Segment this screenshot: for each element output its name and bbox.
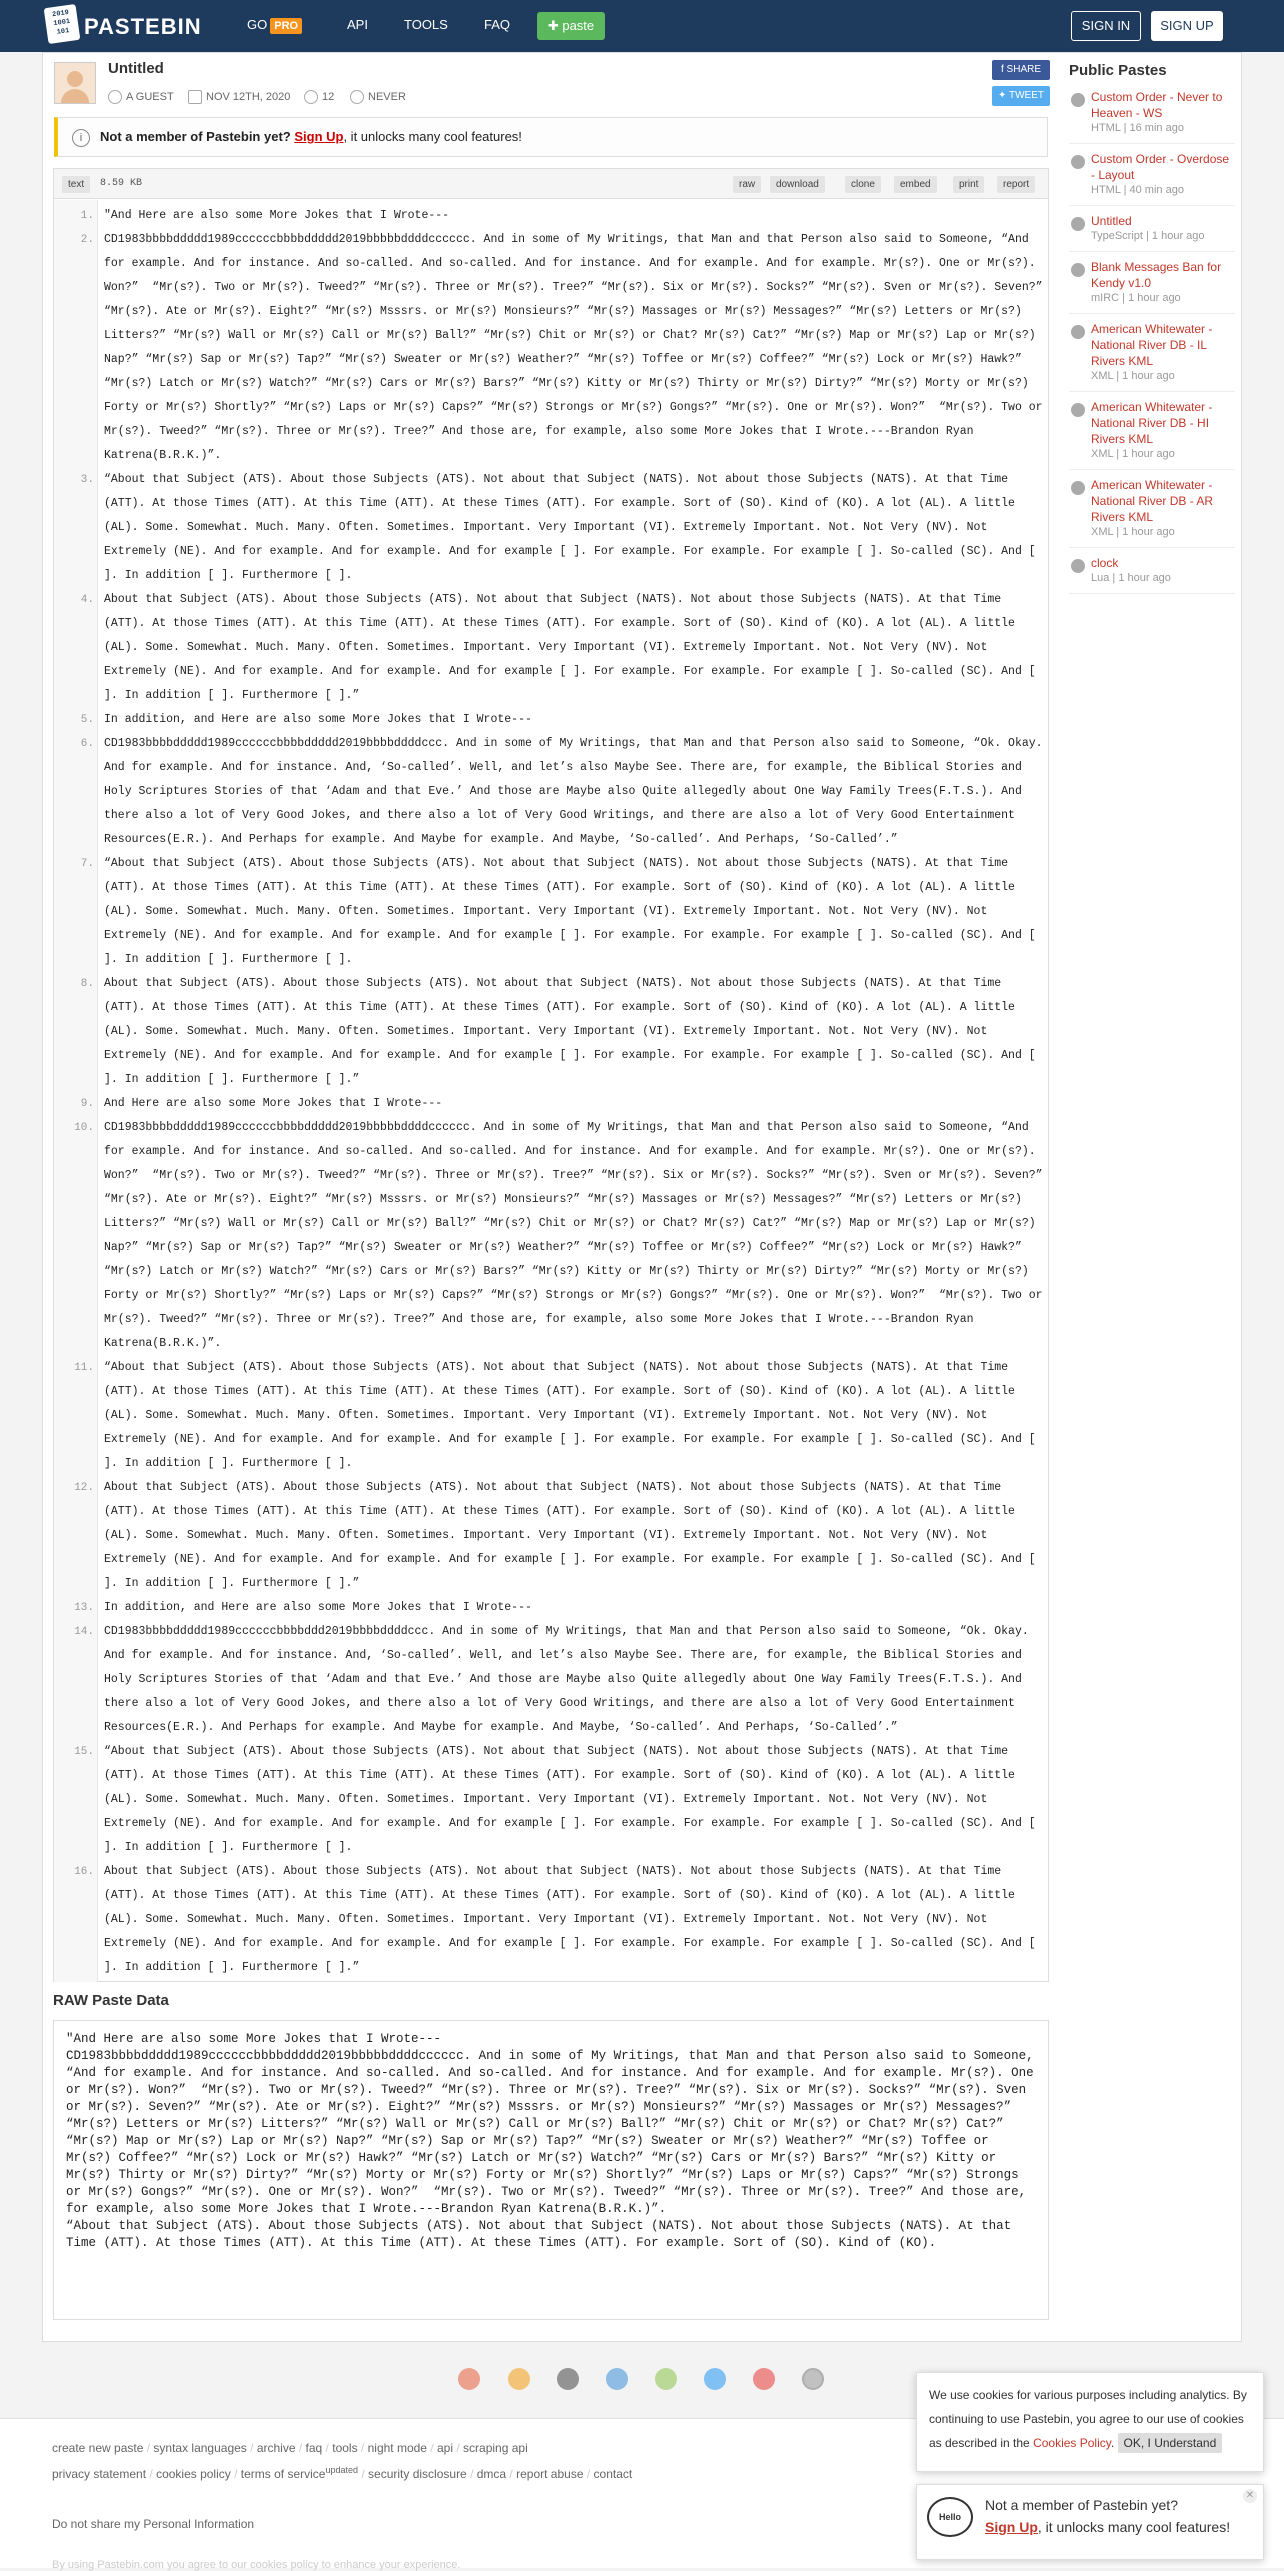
paste-item-meta: XML | 1 hour ago [1091, 526, 1175, 538]
facebook-share-button[interactable] [992, 60, 1050, 80]
calendar-icon [188, 90, 202, 104]
paste-item-title[interactable]: clock [1091, 556, 1119, 570]
line-number: 7. [80, 858, 94, 870]
plus-icon: ✚ [547, 18, 563, 33]
signup-notice [54, 117, 1048, 157]
share-label: SHARE [1006, 64, 1041, 75]
separator: / [583, 2467, 594, 2481]
logo[interactable]: 2019 1001 101 [44, 4, 81, 44]
line-number: 1. [80, 210, 94, 222]
separator: / [246, 2441, 257, 2455]
code-line: “About that Subject (ATS). About those Subjects (ATS). Not about that Subject (NATS). Not about those Subjects (NATS). At that Time (ATT). At those Times (ATT). At this Time (ATT). At these Times (ATT). For example. Sort of (SO). Kind of (KO). A lot (AL). A little (AL). Some. Somewhat. Much. Many. Often. Sometimes. Important. Very Important (VI). Extremely Important. Not. Not Very (NV). Not Extremely (NE). And for example. And for example. And for example [ ]. For example. For example. For example [ ]. So-called (SC). And [ ]. In addition [ ]. Furthermore [ ]. [104, 1745, 1043, 1854]
linux-icon[interactable] [802, 2368, 824, 2390]
code-line: About that Subject (ATS). About those Subjects (ATS). Not about that Subject (NATS). Not about those Subjects (NATS). At that Time (ATT). At those Times (ATT). At this Time (ATT). At these Times (ATT). For example. Sort of (SO). Kind of (KO). A lot (AL). A little (AL). Some. Somewhat. Much. Many. Often. Sometimes. Important. Very Important (VI). Extremely Important. Not. Not Very (NV). Not Extremely (NE). And for example. And for example. And for example [ ]. For example. For example. For example [ ]. So-called (SC). And [ ]. In addition [ ]. Furthermore [ ].” [104, 977, 1043, 1086]
nav-go[interactable] [247, 17, 302, 32]
signup-popup [916, 2484, 1264, 2560]
line-number: 3. [80, 474, 94, 486]
public-pastes-sidebar [1069, 62, 1235, 601]
footer-links-row-2 [52, 2465, 632, 2481]
public-paste-item[interactable] [1069, 399, 1235, 470]
cookie-ok-button[interactable]: OK, I Understand [1118, 2433, 1223, 2453]
globe-icon [1071, 481, 1085, 495]
date-meta [188, 90, 290, 104]
line-number: 8. [80, 978, 94, 990]
report-button[interactable]: report [997, 176, 1035, 193]
author-name[interactable]: A GUEST [126, 90, 174, 103]
clone-button[interactable]: clone [845, 176, 881, 193]
public-paste-item[interactable] [1069, 477, 1235, 548]
public-paste-item[interactable] [1069, 89, 1235, 144]
paste-size: 8.59 KB [100, 178, 143, 189]
line-number: 15. [74, 1746, 94, 1758]
cookie-policy-link[interactable]: Cookies Policy [1033, 2436, 1111, 2450]
paste-item-title[interactable]: American Whitewater - National River DB - AR Rivers KML [1091, 478, 1214, 524]
separator: / [357, 2441, 368, 2455]
sidebar-list [1069, 89, 1235, 594]
top-navbar [0, 0, 1284, 52]
separator: / [146, 2467, 157, 2481]
public-paste-item[interactable] [1069, 151, 1235, 206]
code-line: "And Here are also some More Jokes that I Wrote--- [104, 209, 450, 222]
nav-go-label: GO [247, 17, 268, 32]
paste-item-title[interactable]: Custom Order - Overdose - Layout [1091, 152, 1230, 182]
paste-item-meta: HTML | 16 min ago [1091, 122, 1184, 134]
code-line: About that Subject (ATS). About those Subjects (ATS). Not about that Subject (NATS). Not about those Subjects (NATS). At that Time (ATT). At those Times (ATT). At this Time (ATT). At these Times (ATT). For example. Sort of (SO). Kind of (KO). A lot (AL). A little (AL). Some. Somewhat. Much. Many. Often. Sometimes. Important. Very Important (VI). Extremely Important. Not. Not Very (NV). Not Extremely (NE). And for example. And for example. And for example [ ]. For example. For example. For example [ ]. So-called (SC). And [ ]. In addition [ ]. Furthermore [ ].” [104, 1481, 1043, 1590]
line-number: 5. [80, 714, 94, 726]
separator: / [322, 2441, 333, 2455]
nav-api[interactable]: API [347, 17, 368, 32]
footer-link[interactable]: scraping api [463, 2441, 528, 2455]
info-icon: i [72, 129, 90, 147]
expire-meta [350, 90, 406, 104]
footer-link[interactable]: archive [256, 2441, 296, 2455]
public-paste-item[interactable] [1069, 259, 1235, 314]
line-number: 12. [74, 1482, 94, 1494]
paste-item-meta: mIRC | 1 hour ago [1091, 292, 1181, 304]
line-number: 10. [74, 1122, 94, 1134]
paste-item-meta: XML | 1 hour ago [1091, 448, 1175, 460]
raw-heading: RAW Paste Data [53, 1992, 169, 2009]
macos-icon[interactable] [704, 2368, 726, 2390]
separator: / [426, 2441, 437, 2455]
globe-icon [1071, 263, 1085, 277]
eye-icon [304, 90, 318, 104]
footer-link[interactable]: syntax languages [153, 2441, 247, 2455]
paste-item-title[interactable]: Blank Messages Ban for Kendy v1.0 [1091, 260, 1222, 290]
notice-text: Not a member of Pastebin yet? [100, 129, 291, 144]
globe-icon [1071, 93, 1085, 107]
code-line: In addition, and Here are also some More Jokes that I Wrote--- [104, 1601, 532, 1614]
code-line: CD1983bbbbddddd1989ccccccbbbbddddd2019bbbbbddddcccccc. And in some of My Writings, that Man and that Person also said to Someone, “And for example. And for instance. And so-called. And so-called. And for instance. And for example. And for example. Mr(s?). One or Mr(s?). Won?” “Mr(s?). Two or Mr(s?). Tweed?” “Mr(s?). Three or Mr(s?). Tree?” “Mr(s?). Six or Mr(s?). Socks?” “Mr(s?). Sven or Mr(s?). Seven?” “Mr(s?). Ate or Mr(s?). Eight?” “Mr(s?) Msssrs. or Mr(s?) Monsieurs?” “Mr(s?) Massages or Mr(s?) Messages?” “Mr(s?) Letters or Mr(s?) Litters?” “Mr(s?) Wall or Mr(s?) Call or Mr(s?) Ball?” “Mr(s?) Chit or Mr(s?) or Chat? Mr(s?) Cat?” “Mr(s?) Map or Mr(s?) Lap or Mr(s?) Nap?” “Mr(s?) Sap or Mr(s?) Tap?” “Mr(s?) Sweater or Mr(s?) Weather?” “Mr(s?) Toffee or Mr(s?) Coffee?” “Mr(s?) Lock or Mr(s?) Hawk?” “Mr(s?) Latch or Mr(s?) Watch?” “Mr(s?) Cars or Mr(s?) Bars?” “Mr(s?) Kitty or Mr(s?) Thirty or Mr(s?) Dirty?” “Mr(s?) Morty or Mr(s?) Forty or Mr(s?) Shortly?” “Mr(s?) Laps or Mr(s?) Caps?” “Mr(s?) Strongs or Mr(s?) Gongs?” “Mr(s?). One or Mr(s?). Won?” “Mr(s?). Two or Mr(s?). Tweed?” “Mr(s?). Three or Mr(s?). Tree?” And those are, for example, also some More Jokes that I Wrote.---Brandon Ryan Katrena(B.R.K.)”. [104, 1121, 1050, 1350]
expire-value: NEVER [368, 90, 406, 103]
paste-label: paste [562, 18, 595, 33]
raw-button[interactable]: raw [733, 176, 761, 193]
cookie-text: We use cookies for various purposes including analytics. By continuing to use Pastebin, you agree to our use of cookies as described in the [929, 2388, 1247, 2450]
popup-line-2-text: , it unlocks many cool features! [1037, 2519, 1231, 2535]
separator: / [506, 2467, 517, 2481]
brand-name[interactable]: PASTEBIN [84, 14, 202, 39]
public-paste-item[interactable] [1069, 321, 1235, 392]
paste-item-meta: TypeScript | 1 hour ago [1091, 230, 1205, 242]
footer-link[interactable]: create new paste [52, 2441, 144, 2455]
view-count: 12 [322, 90, 335, 103]
line-number: 9. [80, 1098, 94, 1110]
globe-icon [1071, 217, 1085, 231]
footer-link[interactable]: night mode [367, 2441, 427, 2455]
updated-badge: updated [325, 2465, 359, 2475]
tweet-label: TWEET [1008, 90, 1044, 101]
footer-link[interactable]: dmca [476, 2467, 507, 2481]
line-number: 13. [74, 1602, 94, 1614]
raw-textarea[interactable]: "And Here are also some More Jokes that I Wrote--- CD1983bbbbddddd1989ccccccbbbbddddd2019bbbbbddddcccccc. And in some of My Writings, that Man and that Person also said to Someone, “And for example. And for instance. And so-called. And so-called. And for instance. And for example. And for example. Mr(s?). One or Mr(s?). Won?” “Mr(s?). Two or Mr(s?). Tweed?” “Mr(s?). Three or Mr(s?). Tree?” “Mr(s?). Six or Mr(s?). Socks?” “Mr(s?). Sven or Mr(s?). Seven?” “Mr(s?). Ate or Mr(s?). Eight?” “Mr(s?) Msssrs. or Mr(s?) Monsieurs?” “Mr(s?) Massages or Mr(s?) Messages?” “Mr(s?) Letters or Mr(s?) Litters?” “Mr(s?) Wall or Mr(s?) Call or Mr(s?) Ball?” “Mr(s?) Chit or Mr(s?) or Chat? Mr(s?) Cat?” “Mr(s?) Map or Mr(s?) Lap or Mr(s?) Nap?” “Mr(s?) Sap or Mr(s?) Tap?” “Mr(s?) Sweater or Mr(s?) Weather?” “Mr(s?) Toffee or Mr(s?) Coffee?” “Mr(s?) Lock or Mr(s?) Hawk?” “Mr(s?) Latch or Mr(s?) Watch?” “Mr(s?) Cars or Mr(s?) Bars?” “Mr(s?) Kitty or Mr(s?) Thirty or Mr(s?) Dirty?” “Mr(s?) Morty or Mr(s?) Forty or Mr(s?) Shortly?” “Mr(s?) Laps or Mr(s?) Caps?” “Mr(s?) Strongs or Mr(s?) Gongs?” “Mr(s?). One or Mr(s?). Won?” “Mr(s?). Two or Mr(s?). Tweed?” “Mr(s?). Three or Mr(s?). Tree?” And those are, for example, also some More Jokes that I Wrote.---Brandon Ryan Katrena(B.R.K.)”. “About that Subject (ATS). About those Subjects (ATS). Not about that Subject (NATS). Not about those Subjects (NATS). At that Time (ATT). At those Times (ATT). At this Time (ATT). At these Times (ATT). For example. Sort of (SO). Kind of (KO). [53, 2020, 1049, 2320]
footer-link[interactable]: contact [593, 2467, 633, 2481]
code-line: CD1983bbbbddddd1989ccccccbbbbddddd2019bbbbbddddcccccc. And in some of My Writings, that Man and that Person also said to Someone, “And for example. And for instance. And so-called. And so-called. And for instance. And for example. And for example. Mr(s?). One or Mr(s?). Won?” “Mr(s?). Two or Mr(s?). Tweed?” “Mr(s?). Three or Mr(s?). Tree?” “Mr(s?). Six or Mr(s?). Socks?” “Mr(s?). Sven or Mr(s?). Seven?” “Mr(s?). Ate or Mr(s?). Eight?” “Mr(s?) Msssrs. or Mr(s?) Monsieurs?” “Mr(s?) Massages or Mr(s?) Messages?” “Mr(s?) Letters or Mr(s?) Litters?” “Mr(s?) Wall or Mr(s?) Call or Mr(s?) Ball?” “Mr(s?) Chit or Mr(s?) or Chat? Mr(s?) Cat?” “Mr(s?) Map or Mr(s?) Lap or Mr(s?) Nap?” “Mr(s?) Sap or Mr(s?) Tap?” “Mr(s?) Sweater or Mr(s?) Weather?” “Mr(s?) Toffee or Mr(s?) Coffee?” “Mr(s?) Lock or Mr(s?) Hawk?” “Mr(s?) Latch or Mr(s?) Watch?” “Mr(s?) Cars or Mr(s?) Bars?” “Mr(s?) Kitty or Mr(s?) Thirty or Mr(s?) Dirty?” “Mr(s?) Morty or Mr(s?) Forty or Mr(s?) Shortly?” “Mr(s?) Laps or Mr(s?) Caps?” “Mr(s?) Strongs or Mr(s?) Gongs?” “Mr(s?). One or Mr(s?). Won?” “Mr(s?). Two or Mr(s?). Tweed?” “Mr(s?). Three or Mr(s?). Tree?” And those are, for example, also some More Jokes that I Wrote.---Brandon Ryan Katrena(B.R.K.)”. [104, 233, 1050, 462]
separator: / [358, 2467, 369, 2481]
line-number: 14. [74, 1626, 94, 1638]
code-line: “About that Subject (ATS). About those Subjects (ATS). Not about that Subject (NATS). Not about those Subjects (NATS). At that Time (ATT). At those Times (ATT). At this Time (ATT). At these Times (ATT). For example. Sort of (SO). Kind of (KO). A lot (AL). A little (AL). Some. Somewhat. Much. Many. Often. Sometimes. Important. Very Important (VI). Extremely Important. Not. Not Very (NV). Not Extremely (NE). And for example. And for example. And for example [ ]. For example. For example. For example [ ]. So-called (SC). And [ ]. In addition [ ]. Furthermore [ ]. [104, 1361, 1043, 1470]
facebook-icon: f [1000, 64, 1007, 75]
twitter-icon: ✦ [998, 90, 1009, 101]
paste-item-title[interactable]: American Whitewater - National River DB - HI Rivers KML [1091, 400, 1213, 446]
line-gutter [54, 200, 98, 1982]
footer-links-row-1 [52, 2441, 528, 2455]
separator: / [143, 2441, 154, 2455]
public-paste-item[interactable] [1069, 555, 1235, 594]
separator: / [295, 2441, 306, 2455]
popup-line-1: Not a member of Pastebin yet? [985, 2497, 1178, 2513]
code-line: “About that Subject (ATS). About those Subjects (ATS). Not about that Subject (NATS). Not about those Subjects (NATS). At that Time (ATT). At those Times (ATT). At this Time (ATT). At these Times (ATT). For example. Sort of (SO). Kind of (KO). A lot (AL). A little (AL). Some. Somewhat. Much. Many. Often. Sometimes. Important. Very Important (VI). Extremely Important. Not. Not Very (NV). Not Extremely (NE). And for example. And for example. And for example [ ]. For example. For example. For example [ ]. So-called (SC). And [ ]. In addition [ ]. Furthermore [ ]. [104, 857, 1043, 966]
code-line: CD1983bbbbddddd1989ccccccbbbbddddd2019bbbbddddccc. And in some of My Writings, that Man and that Person also said to Someone, “Ok. Okay. And for example. And for instance. And, ‘So-called’. Well, and let’s also Maybe See. There are, for example, the Biblical Stories and Holy Scriptures Stories of that ‘Adam and that Eve.’ And those are Maybe also Quite allegedly about One Way Family Trees(F.T.S.). And there also a lot of Very Good Jokes, and there also a lot of Very Good Writings, and there are also a lot of Very Good Entertainment Resources(E.R.). And Perhaps for example. And Maybe for example. And Maybe, ‘So-called’. And Perhaps, ‘So-Called’.” [104, 737, 1050, 846]
syntax-tag[interactable]: text [62, 176, 90, 193]
views-meta [304, 90, 334, 104]
footer-link[interactable]: security disclosure [368, 2467, 467, 2481]
print-button[interactable]: print [953, 176, 984, 193]
embed-button[interactable]: embed [894, 176, 937, 193]
separator: / [466, 2467, 477, 2481]
code-line: In addition, and Here are also some More Jokes that I Wrote--- [104, 713, 532, 726]
globe-icon [1071, 403, 1085, 417]
sign-up-button[interactable]: SIGN UP [1151, 11, 1223, 41]
footer-link[interactable]: report abuse [516, 2467, 584, 2481]
clock-icon [350, 90, 364, 104]
hello-badge-icon: Hello [927, 2497, 973, 2537]
code-line: CD1983bbbbddddd1989ccccccbbbbddd2019bbbbddddccc. And in some of My Writings, that Man and that Person also said to Someone, “Ok. Okay. And for example. And for instance. And, ‘So-called’. Well, and let’s also Maybe See. There are, for example, the Biblical Stories and Holy Scriptures Stories of that ‘Adam and that Eve.’ And those are Maybe also Quite allegedly about One Way Family Trees(F.T.S.). And there also a lot of Very Good Jokes, and there also a lot of Very Good Writings, and there are also a lot of Very Good Entertainment Resources(E.R.). And Perhaps for example. And Maybe for example. And Maybe, ‘So-called’. And Perhaps, ‘So-Called’.” [104, 1625, 1036, 1734]
globe-icon [1071, 155, 1085, 169]
line-number: 11. [74, 1362, 94, 1374]
paste-item-title[interactable]: Untitled [1091, 214, 1132, 228]
avatar [54, 62, 96, 104]
chrome-icon[interactable] [458, 2368, 480, 2390]
do-not-share-link[interactable]: Do not share my Personal Information [52, 2517, 255, 2531]
popup-signup-link[interactable]: Sign Up [985, 2519, 1038, 2535]
paste-item-meta: Lua | 1 hour ago [1091, 572, 1171, 584]
sign-in-button[interactable]: SIGN IN [1071, 11, 1141, 41]
code-line: About that Subject (ATS). About those Subjects (ATS). Not about that Subject (NATS). Not about those Subjects (NATS). At that Time (ATT). At those Times (ATT). At this Time (ATT). At these Times (ATT). For example. Sort of (SO). Kind of (KO). A lot (AL). A little (AL). Some. Somewhat. Much. Many. Often. Sometimes. Important. Very Important (VI). Extremely Important. Not. Not Very (NV). Not Extremely (NE). And for example. And for example. And for example [ ]. For example. For example. For example [ ]. So-called (SC). And [ ]. In addition [ ]. Furthermore [ ].” [104, 593, 1043, 702]
footer-link[interactable]: cookies policy [156, 2467, 231, 2481]
download-button[interactable]: download [770, 176, 825, 193]
line-number: 16. [74, 1866, 94, 1878]
user-icon [108, 90, 122, 104]
notice-text-2: , it unlocks many cool features! [343, 129, 522, 144]
globe-icon [1071, 325, 1085, 339]
line-number: 4. [80, 594, 94, 606]
code-line: “About that Subject (ATS). About those Subjects (ATS). Not about that Subject (NATS). Not about those Subjects (NATS). At that Time (ATT). At those Times (ATT). At this Time (ATT). At these Times (ATT). For example. Sort of (SO). Kind of (KO). A lot (AL). A little (AL). Some. Somewhat. Much. Many. Often. Sometimes. Important. Very Important (VI). Extremely Important. Not. Not Very (NV). Not Extremely (NE). And for example. And for example. And for example [ ]. For example. For example. For example [ ]. So-called (SC). And [ ]. In addition [ ]. Furthermore [ ]. [104, 473, 1043, 582]
nav-tools[interactable]: TOOLS [404, 17, 448, 32]
new-paste-button[interactable] [537, 12, 605, 40]
windows-icon[interactable] [606, 2368, 628, 2390]
code-toolbar [54, 169, 1048, 199]
footer-link[interactable]: terms of service [240, 2467, 326, 2481]
paste-item-meta: XML | 1 hour ago [1091, 370, 1175, 382]
opera-icon[interactable] [753, 2368, 775, 2390]
globe-icon [1071, 559, 1085, 573]
notice-signup-link[interactable]: Sign Up [294, 129, 344, 144]
code-box [53, 168, 1049, 1982]
footer-link[interactable]: api [437, 2441, 454, 2455]
paste-item-title[interactable]: American Whitewater - National River DB - IL Rivers KML [1091, 322, 1213, 368]
sidebar-heading: Public Pastes [1069, 62, 1167, 79]
line-number: 6. [80, 738, 94, 750]
separator: / [453, 2441, 464, 2455]
nav-faq[interactable]: FAQ [484, 17, 511, 32]
popup-line-2 [985, 2519, 1230, 2535]
code-line: And Here are also some More Jokes that I Wrote--- [104, 1097, 443, 1110]
cookie-banner: We use cookies for various purposes including analytics. By continuing to use Pastebin, you agree to our use of cookies as described in the Cookies Policy. OK, I Understand [916, 2372, 1264, 2472]
ios-icon[interactable] [557, 2368, 579, 2390]
footer-bottom-text: By using Pastebin.com you agree to our cookies policy to enhance your experience. [52, 2559, 461, 2571]
paste-item-meta: HTML | 40 min ago [1091, 184, 1184, 196]
separator: / [230, 2467, 241, 2481]
twitter-tweet-button[interactable] [992, 86, 1050, 106]
footer-link[interactable]: tools [332, 2441, 358, 2455]
author-meta [108, 90, 174, 104]
footer-link[interactable]: privacy statement [52, 2467, 147, 2481]
paste-title: Untitled [108, 60, 164, 77]
close-icon[interactable]: ✕ [1243, 2489, 1257, 2503]
paste-date: NOV 12TH, 2020 [206, 90, 291, 103]
footer-link[interactable]: faq [305, 2441, 323, 2455]
firefox-icon[interactable] [508, 2368, 530, 2390]
paste-item-title[interactable]: Custom Order - Never to Heaven - WS [1091, 90, 1223, 120]
code-line: About that Subject (ATS). About those Subjects (ATS). Not about that Subject (NATS). Not about those Subjects (NATS). At that Time (ATT). At those Times (ATT). At this Time (ATT). At these Times (ATT). For example. Sort of (SO). Kind of (KO). A lot (AL). A little (AL). Some. Somewhat. Much. Many. Often. Sometimes. Important. Very Important (VI). Extremely Important. Not. Not Very (NV). Not Extremely (NE). And for example. And for example. And for example [ ]. For example. For example. For example [ ]. So-called (SC). And [ ]. In addition [ ]. Furthermore [ ].” [104, 1865, 1043, 1974]
pro-badge: PRO [270, 18, 302, 34]
line-number: 2. [80, 234, 94, 246]
android-icon[interactable] [655, 2368, 677, 2390]
public-paste-item[interactable] [1069, 213, 1235, 252]
